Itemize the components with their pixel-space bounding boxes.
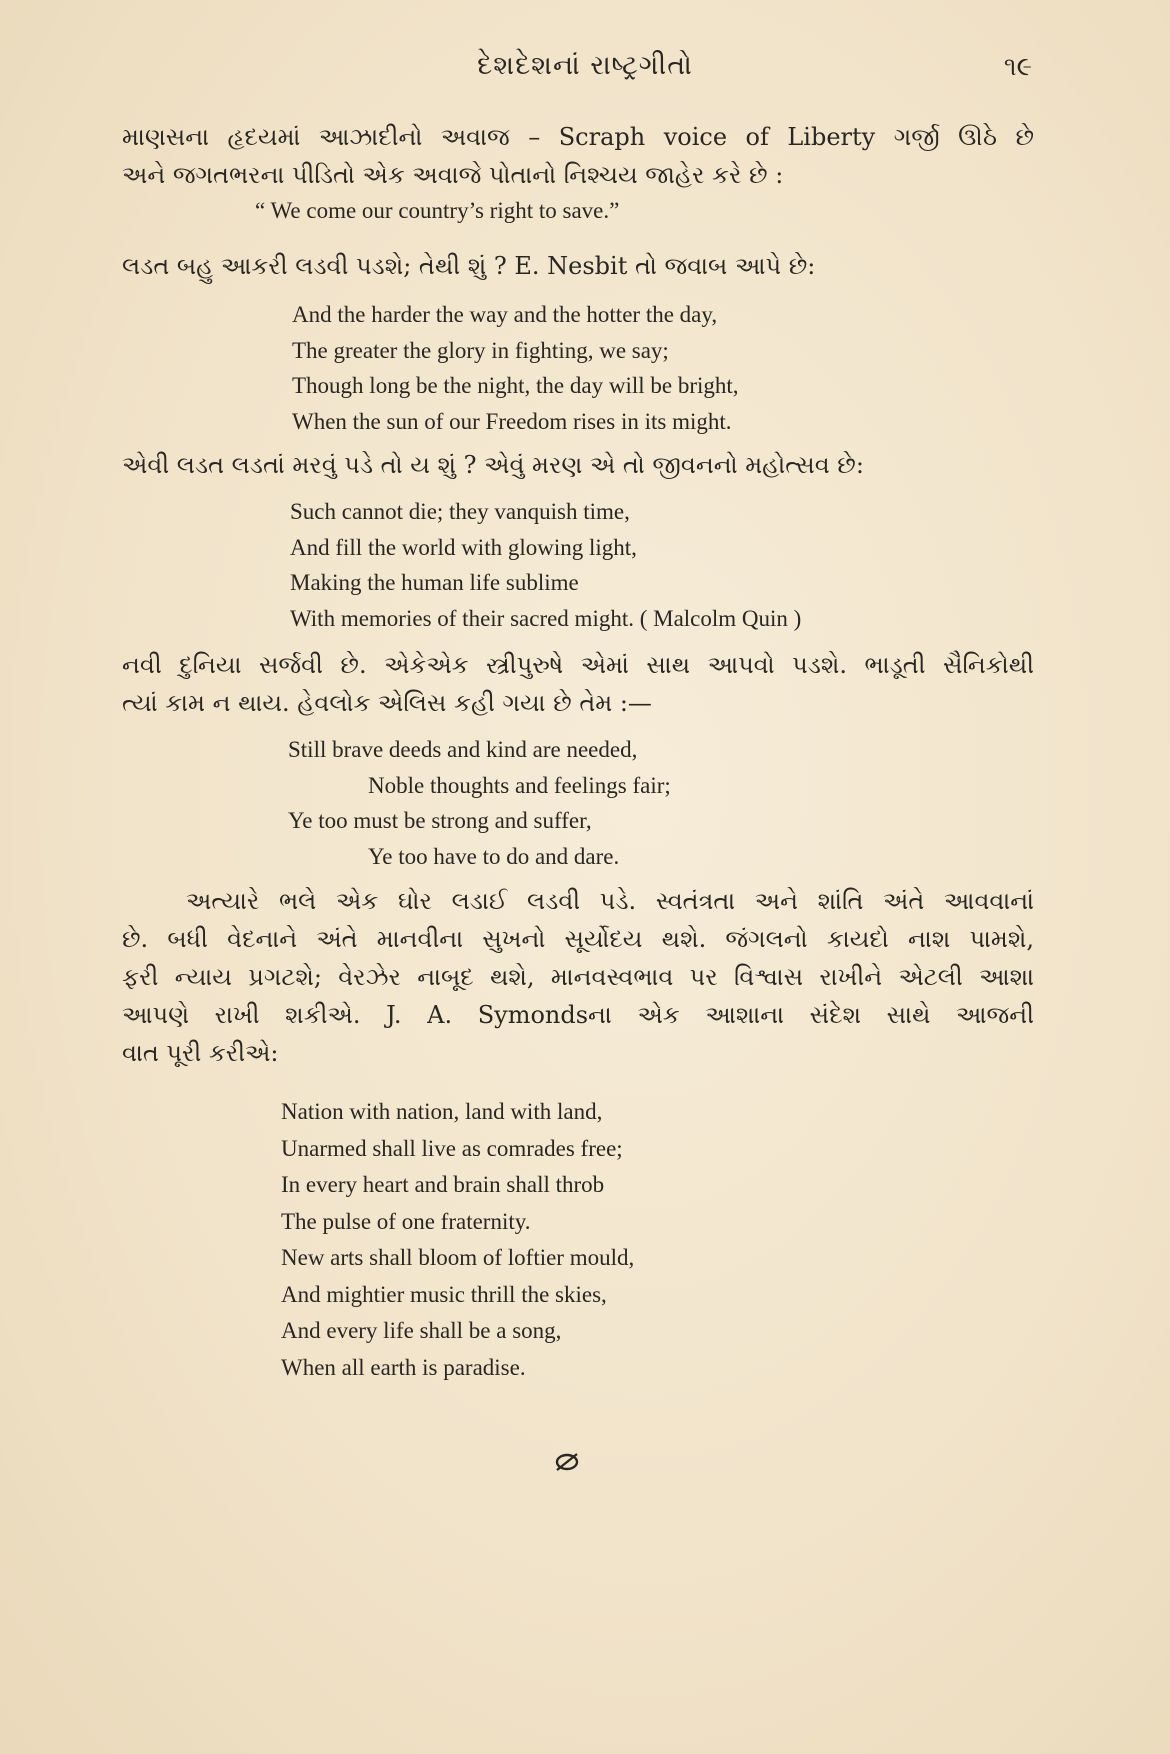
verse-quin — [290, 494, 801, 636]
verse-line: Though long be the night, the day will be bright, — [292, 373, 739, 398]
page-number: ૧૯ — [1003, 52, 1032, 82]
verse-line: With memories of their sacred might. ( Malcolm Quin ) — [290, 605, 802, 631]
verse-symonds — [281, 1094, 634, 1386]
verse-line: The pulse of one fraternity. — [281, 1208, 531, 1234]
end-ornament-icon — [552, 1450, 582, 1474]
paragraph-death — [122, 446, 1034, 484]
running-title: દેશદેશનાં રાષ્ટ્રગીતો — [477, 50, 693, 81]
verse-line: And every life shall be a song, — [281, 1318, 562, 1343]
paragraph-line: છે. બધી વેદનાને અંતે માનવીના સુખનો સૂર્યોદય થશે. જંગલનો કાયદો નાશ પામશે, — [122, 925, 1034, 953]
verse-line: Noble thoughts and feelings fair; — [368, 772, 671, 798]
paragraph-new-world — [122, 646, 1034, 722]
verse-line: Still brave deeds and kind are needed, — [288, 737, 638, 762]
verse-line: Ye too have to do and dare. — [368, 843, 620, 869]
verse-line: In every heart and brain shall throb — [281, 1172, 605, 1197]
paragraph-nesbit — [122, 247, 1034, 285]
paragraph-line: અને જગતભરના પીડિતો એક અવાજે પોતાનો નિશ્ચય જાહેર કરે છે : — [122, 161, 784, 189]
paragraph-line: નવી દુનિયા સર્જવી છે. એકેએક સ્ત્રીપુરુષે એમાં સાથ આપવો પડશે. ભાડૂતી સૈનિકોથી — [122, 651, 1034, 679]
verse-line: When the sun of our Freedom rises in its might. — [292, 408, 732, 434]
verse-line: And the harder the way and the hotter the day, — [292, 302, 718, 327]
verse-line: And fill the world with glowing light, — [290, 534, 637, 560]
paragraph-line: એવી લડત લડતાં મરવું પડે તો ય શું ? એવું મરણ એ તો જીવનનો મહોત્સવ છે: — [122, 451, 864, 479]
paragraph-line: ફરી ન્યાય પ્રગટશે; વેરઝેર નાબૂદ થશે, માનવસ્વભાવ પર વિશ્વાસ રાખીને એટલી આશા — [122, 963, 1034, 991]
verse-line: New arts shall bloom of loftier mould, — [281, 1245, 635, 1270]
paragraph-line: અત્યારે ભલે એક ઘોર લડાઈ લડવી પડે. સ્વતંત્રતા અને શાંતિ અંતે આવવાનાં — [186, 887, 1034, 915]
quote-line: “ We come our country’s right to save.” — [255, 198, 620, 223]
verse-ellis — [288, 732, 671, 874]
verse-line: Such cannot die; they vanquish time, — [290, 499, 630, 524]
paragraph-line: લડત બહુ આકરી લડવી પડશે; તેથી શું ? E. Nesbit તો જવાબ આપે છે: — [122, 252, 816, 280]
verse-line: Ye too must be strong and suffer, — [288, 808, 592, 833]
paragraph-line: ત્યાં કામ ન થાય. હેવલોક એલિસ કહી ગયા છે તેમ :— — [122, 689, 652, 717]
page-header — [0, 50, 1170, 90]
paragraph-line: વાત પૂરી કરીએ: — [122, 1039, 279, 1067]
verse-line: Nation with nation, land with land, — [281, 1099, 603, 1124]
verse-line: When all earth is paradise. — [281, 1354, 526, 1380]
paragraph-line: આપણે રાખી શકીએ. J. A. Symondsના એક આશાના સંદેશ સાથે આજની — [122, 1001, 1034, 1029]
verse-line: And mightier music thrill the skies, — [281, 1281, 607, 1307]
verse-nesbit — [292, 297, 739, 439]
verse-line: Unarmed shall live as comrades free; — [281, 1135, 623, 1161]
verse-line: Making the human life sublime — [290, 570, 579, 595]
paragraph-hope — [122, 882, 1034, 1072]
paragraph-liberty — [122, 118, 1034, 194]
verse-line: The greater the glory in fighting, we say; — [292, 337, 669, 363]
paragraph-line: માણસના હૃદયમાં આઝાદીનો અવાજ – Scraph voice of Liberty ગર્જી ઊઠે છે — [122, 123, 1034, 151]
